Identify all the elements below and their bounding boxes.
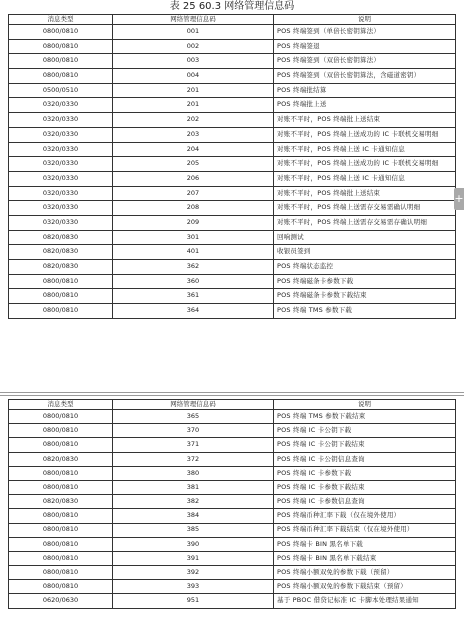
cell-message-type: 0800/0810 bbox=[9, 523, 113, 537]
page-separator-line bbox=[0, 395, 464, 396]
cell-network-code: 372 bbox=[113, 452, 274, 466]
cell-message-type: 0800/0810 bbox=[9, 551, 113, 565]
table-row bbox=[9, 230, 456, 245]
cell-description: POS 终端 IC 卡参数下载 bbox=[274, 466, 456, 480]
header-network-code: 网络管理信息码 bbox=[113, 400, 274, 410]
table-row bbox=[9, 480, 456, 494]
cell-description: 对账不平时，POS 终端上送 IC 卡通知信息 bbox=[274, 171, 456, 186]
cell-message-type: 0320/0330 bbox=[9, 215, 113, 230]
table-row bbox=[9, 551, 456, 565]
cell-network-code: 390 bbox=[113, 537, 274, 551]
cell-network-code: 360 bbox=[113, 274, 274, 289]
cell-description: POS 终端批结算 bbox=[274, 83, 456, 98]
cell-network-code: 301 bbox=[113, 230, 274, 245]
table-row bbox=[9, 113, 456, 128]
cell-message-type: 0800/0810 bbox=[9, 25, 113, 40]
header-network-code: 网络管理信息码 bbox=[113, 15, 274, 25]
table-row bbox=[9, 186, 456, 201]
table-row bbox=[9, 127, 456, 142]
cell-network-code: 001 bbox=[113, 25, 274, 40]
table-row bbox=[9, 495, 456, 509]
cell-description: POS 终端 IC 卡公钥下载 bbox=[274, 424, 456, 438]
cell-network-code: 205 bbox=[113, 157, 274, 172]
cell-network-code: 004 bbox=[113, 69, 274, 84]
header-description: 说明 bbox=[274, 15, 456, 25]
cell-description: POS 终端磁条卡参数下载结束 bbox=[274, 289, 456, 304]
cell-description: POS 终端卡 BIN 黑名单下载 bbox=[274, 537, 456, 551]
cell-message-type: 0320/0330 bbox=[9, 157, 113, 172]
table-row bbox=[9, 98, 456, 113]
cell-description: 对账不平时，POS 终端上送 IC 卡通知信息 bbox=[274, 142, 456, 157]
table-row bbox=[9, 466, 456, 480]
cell-network-code: 003 bbox=[113, 54, 274, 69]
cell-network-code: 371 bbox=[113, 438, 274, 452]
cell-network-code: 370 bbox=[113, 424, 274, 438]
cell-message-type: 0820/0830 bbox=[9, 495, 113, 509]
cell-message-type: 0320/0330 bbox=[9, 171, 113, 186]
cell-description: 对账不平时，POS 终端上送需存交易需确认明细 bbox=[274, 201, 456, 216]
cell-description: POS 终端 IC 卡公钥信息查询 bbox=[274, 452, 456, 466]
cell-network-code: 385 bbox=[113, 523, 274, 537]
cell-message-type: 0800/0810 bbox=[9, 39, 113, 54]
table-row bbox=[9, 142, 456, 157]
cell-message-type: 0820/0830 bbox=[9, 452, 113, 466]
table-row bbox=[9, 289, 456, 304]
header-message-type: 消息类型 bbox=[9, 15, 113, 25]
cell-description: POS 终端 IC 卡参数信息查询 bbox=[274, 495, 456, 509]
cell-message-type: 0320/0330 bbox=[9, 127, 113, 142]
cell-network-code: 380 bbox=[113, 466, 274, 480]
cell-description: 对账不平时，POS 终端批上送结束 bbox=[274, 186, 456, 201]
cell-description: POS 终端币种汇率下载结束（仅在境外使用） bbox=[274, 523, 456, 537]
cell-description: POS 终端小额双免的参数下载（预留） bbox=[274, 566, 456, 580]
table-row bbox=[9, 580, 456, 594]
cell-description: 对账不平时，POS 终端上送成功的 IC 卡联机交易明细 bbox=[274, 127, 456, 142]
cell-network-code: 401 bbox=[113, 245, 274, 260]
cell-message-type: 0820/0830 bbox=[9, 260, 113, 275]
header-message-type: 消息类型 bbox=[9, 400, 113, 410]
cell-network-code: 392 bbox=[113, 566, 274, 580]
cell-description: 对账不平时，POS 终端批上送结束 bbox=[274, 113, 456, 128]
cell-network-code: 201 bbox=[113, 98, 274, 113]
cell-message-type: 0800/0810 bbox=[9, 438, 113, 452]
cell-network-code: 382 bbox=[113, 495, 274, 509]
cell-network-code: 381 bbox=[113, 480, 274, 494]
cell-network-code: 209 bbox=[113, 215, 274, 230]
cell-message-type: 0320/0330 bbox=[9, 186, 113, 201]
cell-description: POS 终端币种汇率下载（仅在境外使用） bbox=[274, 509, 456, 523]
table-row bbox=[9, 54, 456, 69]
cell-description: POS 终端小额双免的参数下载结束（预留） bbox=[274, 580, 456, 594]
table-row bbox=[9, 452, 456, 466]
cell-message-type: 0500/0510 bbox=[9, 83, 113, 98]
table-row bbox=[9, 215, 456, 230]
cell-network-code: 393 bbox=[113, 580, 274, 594]
cell-message-type: 0620/0630 bbox=[9, 594, 113, 608]
cell-description: POS 终端签到（双倍长密钥算法） bbox=[274, 54, 456, 69]
table-row bbox=[9, 304, 456, 319]
cell-message-type: 0800/0810 bbox=[9, 69, 113, 84]
cell-message-type: 0800/0810 bbox=[9, 289, 113, 304]
cell-description: POS 终端签到（单倍长密钥算法） bbox=[274, 25, 456, 40]
cell-network-code: 206 bbox=[113, 171, 274, 186]
cell-description: POS 终端 TMS 参数下载结束 bbox=[274, 410, 456, 424]
table-row bbox=[9, 245, 456, 260]
cell-message-type: 0800/0810 bbox=[9, 580, 113, 594]
table-row bbox=[9, 157, 456, 172]
cell-message-type: 0800/0810 bbox=[9, 424, 113, 438]
cell-network-code: 391 bbox=[113, 551, 274, 565]
table-row bbox=[9, 523, 456, 537]
cell-network-code: 202 bbox=[113, 113, 274, 128]
cell-network-code: 201 bbox=[113, 83, 274, 98]
table-row bbox=[9, 260, 456, 275]
cell-description: POS 终端 IC 卡参数下载结束 bbox=[274, 480, 456, 494]
cell-message-type: 0820/0830 bbox=[9, 245, 113, 260]
cell-message-type: 0320/0330 bbox=[9, 113, 113, 128]
cell-network-code: 204 bbox=[113, 142, 274, 157]
cell-description: POS 终端状态监控 bbox=[274, 260, 456, 275]
cell-description: POS 终端 TMS 参数下载 bbox=[274, 304, 456, 319]
table-row bbox=[9, 424, 456, 438]
cell-description: 对账不平时，POS 终端上送需存交易需存确认明细 bbox=[274, 215, 456, 230]
table-row bbox=[9, 566, 456, 580]
network-code-table-part1 bbox=[8, 14, 456, 319]
cell-description: POS 终端批上送 bbox=[274, 98, 456, 113]
table-header-row bbox=[9, 15, 456, 25]
cell-description: POS 终端签到（双倍长密钥算法，含磁道密钥） bbox=[274, 69, 456, 84]
table-row bbox=[9, 171, 456, 186]
cell-message-type: 0800/0810 bbox=[9, 537, 113, 551]
cell-message-type: 0800/0810 bbox=[9, 274, 113, 289]
cell-network-code: 002 bbox=[113, 39, 274, 54]
page-separator-line bbox=[0, 392, 464, 393]
table-row bbox=[9, 25, 456, 40]
table-header-row bbox=[9, 400, 456, 410]
expand-plus-button[interactable]: + bbox=[454, 188, 464, 210]
table-row bbox=[9, 201, 456, 216]
cell-message-type: 0320/0330 bbox=[9, 98, 113, 113]
network-code-table-part2 bbox=[8, 399, 456, 609]
cell-network-code: 364 bbox=[113, 304, 274, 319]
cell-message-type: 0800/0810 bbox=[9, 54, 113, 69]
cell-message-type: 0800/0810 bbox=[9, 466, 113, 480]
cell-message-type: 0800/0810 bbox=[9, 480, 113, 494]
cell-description: 收银员签到 bbox=[274, 245, 456, 260]
cell-message-type: 0800/0810 bbox=[9, 566, 113, 580]
cell-description: POS 终端磁条卡参数下载 bbox=[274, 274, 456, 289]
header-description: 说明 bbox=[274, 400, 456, 410]
cell-message-type: 0820/0830 bbox=[9, 230, 113, 245]
table-row bbox=[9, 509, 456, 523]
cell-network-code: 362 bbox=[113, 260, 274, 275]
cell-network-code: 203 bbox=[113, 127, 274, 142]
table-row bbox=[9, 594, 456, 608]
table-row bbox=[9, 274, 456, 289]
cell-message-type: 0800/0810 bbox=[9, 410, 113, 424]
cell-description: POS 终端签退 bbox=[274, 39, 456, 54]
table-caption: 表 25 60.3 网络管理信息码 bbox=[169, 1, 295, 12]
cell-description: 基于 PBOC 借贷记标准 IC 卡脚本处理结果通知 bbox=[274, 594, 456, 608]
cell-message-type: 0320/0330 bbox=[9, 201, 113, 216]
cell-network-code: 361 bbox=[113, 289, 274, 304]
cell-description: POS 终端卡 BIN 黑名单下载结束 bbox=[274, 551, 456, 565]
cell-message-type: 0320/0330 bbox=[9, 142, 113, 157]
cell-network-code: 208 bbox=[113, 201, 274, 216]
cell-description: 回响测试 bbox=[274, 230, 456, 245]
table-row bbox=[9, 537, 456, 551]
table-row bbox=[9, 39, 456, 54]
table-row bbox=[9, 438, 456, 452]
cell-network-code: 384 bbox=[113, 509, 274, 523]
cell-description: 对账不平时，POS 终端上送成功的 IC 卡联机交易明细 bbox=[274, 157, 456, 172]
cell-description: POS 终端 IC 卡公钥下载结束 bbox=[274, 438, 456, 452]
table-row bbox=[9, 69, 456, 84]
table-row bbox=[9, 83, 456, 98]
cell-message-type: 0800/0810 bbox=[9, 304, 113, 319]
cell-message-type: 0800/0810 bbox=[9, 509, 113, 523]
cell-network-code: 951 bbox=[113, 594, 274, 608]
table-row bbox=[9, 410, 456, 424]
cell-network-code: 207 bbox=[113, 186, 274, 201]
cell-network-code: 365 bbox=[113, 410, 274, 424]
